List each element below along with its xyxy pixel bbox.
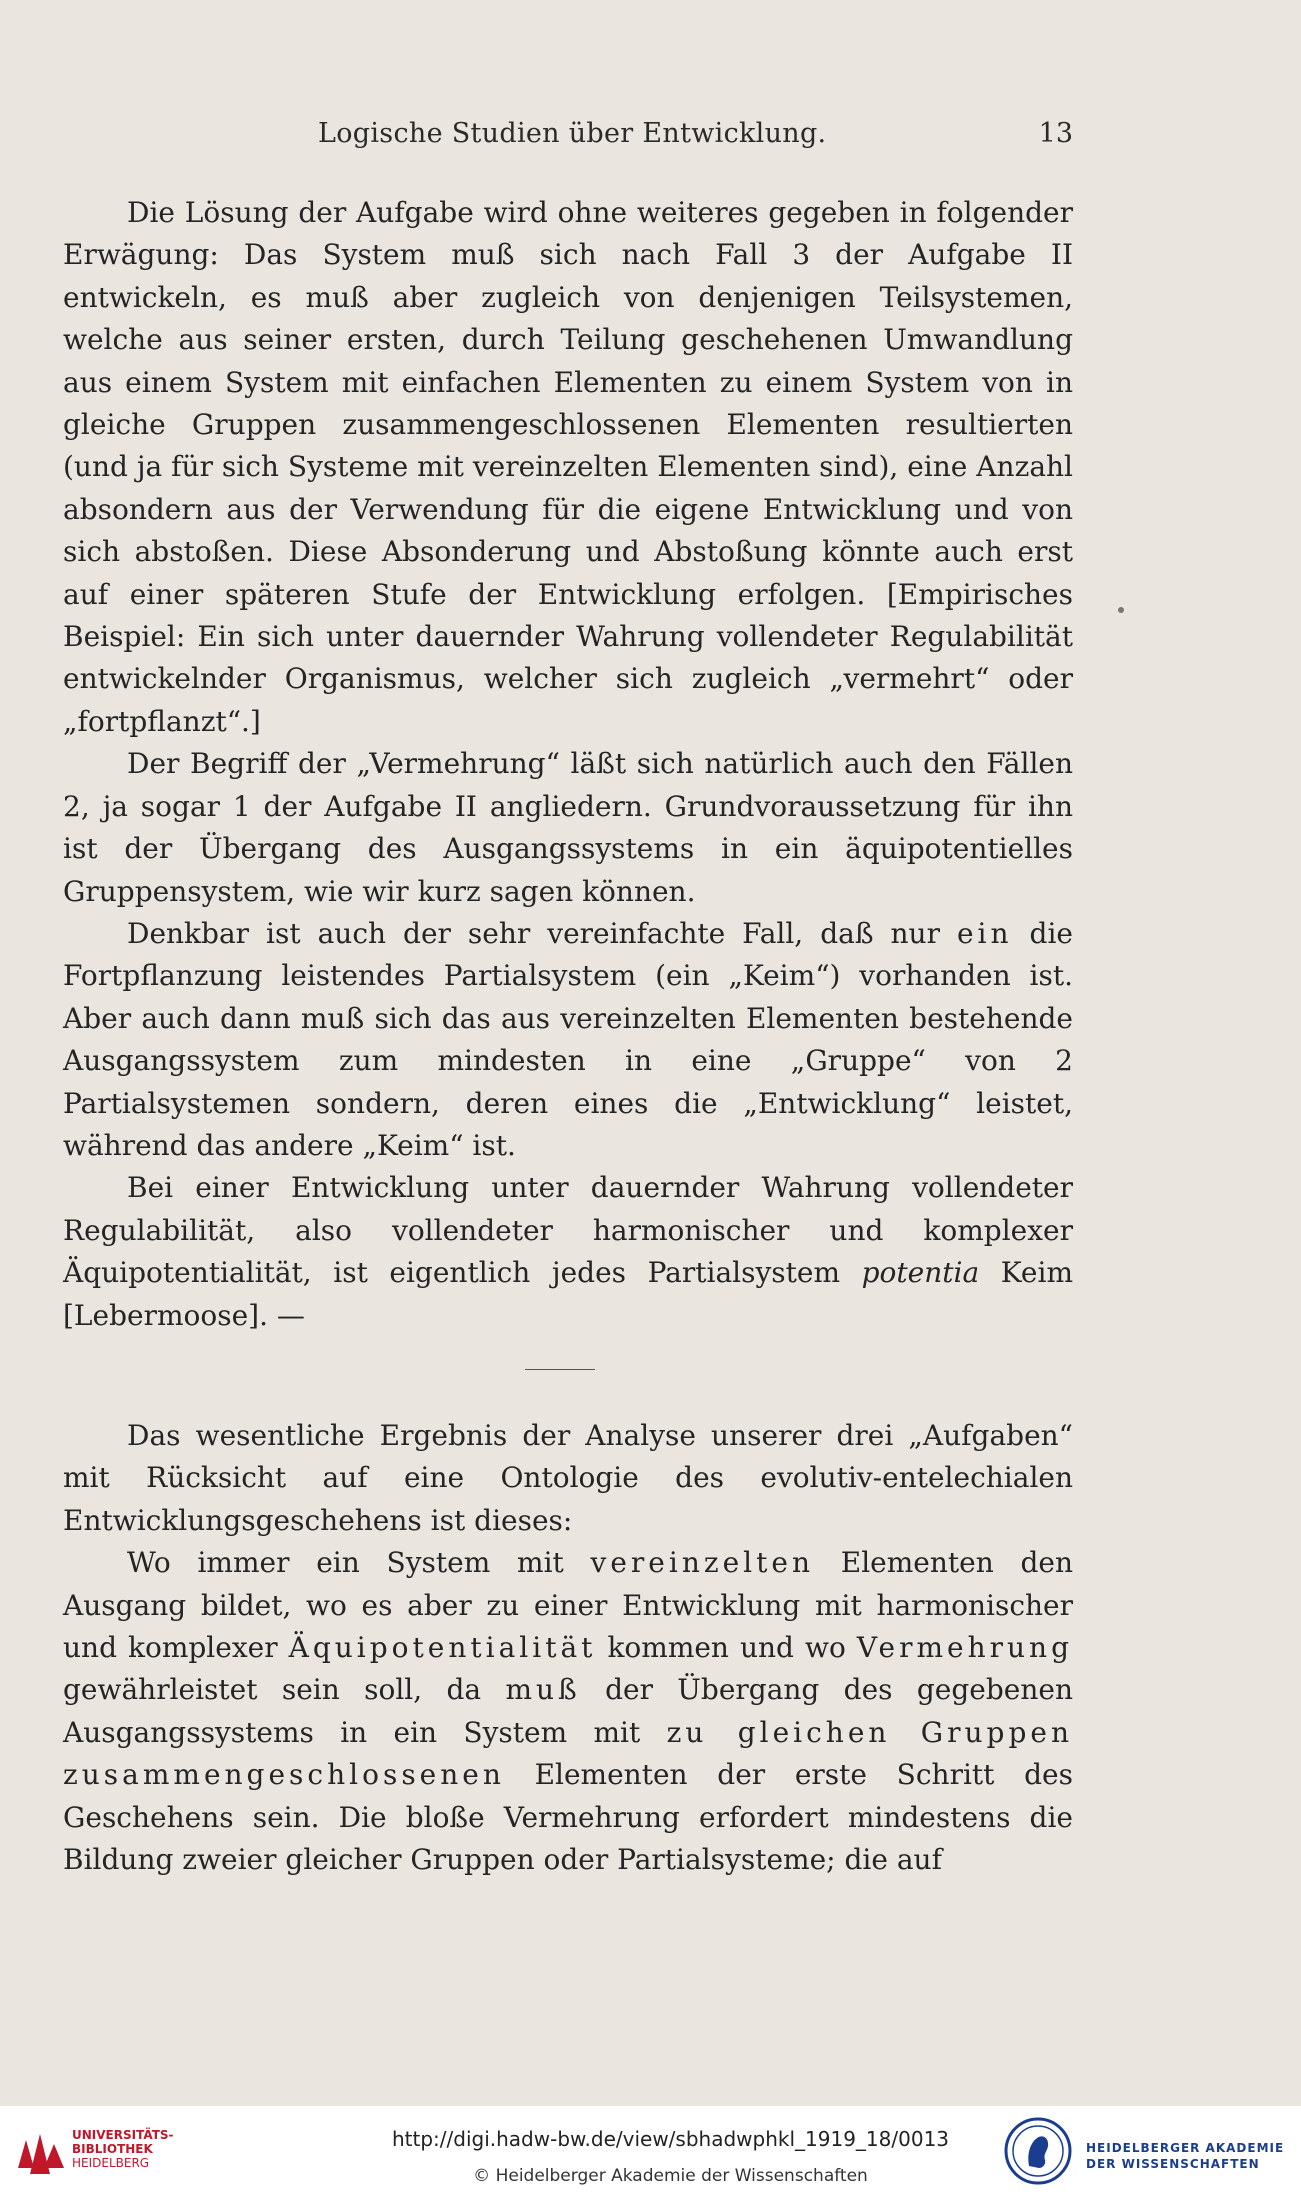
section-divider	[525, 1369, 595, 1370]
paragraph-3-text-b: die Fortpflanzung leistendes Partialsystem (ein „Keim“) vorhanden ist. Aber auch dann muß sich das aus vereinzelten Elementen bestehende Ausgangssystem zum mindesten in eine „Gruppe“ von 2 Partialsystemen sondern, deren eines die „Entwicklung“ leistet, während das andere „Keim“ ist.	[63, 916, 1073, 1162]
paragraph-6	[63, 1542, 1073, 1881]
paragraph-6-text-b: Elementen den Ausgang bildet, wo es aber zu einer Entwicklung mit harmonischer und komplexer	[63, 1546, 1073, 1664]
paragraph-6-text-a: Wo immer ein System mit	[127, 1546, 564, 1580]
italic-potentia: potentia	[861, 1256, 980, 1290]
paragraph-1: Die Lösung der Aufgabe wird ohne weiteres gegeben in folgender Erwägung: Das System muß sich nach Fall 3 der Aufgabe II entwickeln, es muß aber zugleich von denjenigen Teilsystemen, welche aus seiner ersten, durch Teilung geschehenen Umwandlung aus einem System mit einfachen Elementen zu einem System von in gleiche Gruppen zusammengeschlossenen Elementen resultierten (und ja für sich Systeme mit vereinzelten Elementen sind), eine Anzahl absondern aus der Verwendung für die eigene Entwicklung und von sich abstoßen. Diese Absonderung und Abstoßung könnte auch erst auf einer späteren Stufe der Entwicklung erfolgen. [Empirisches Beispiel: Ein sich unter dauernder Wahrung vollendeter Regulabilität entwickelnder Organismus, welcher sich zugleich „vermehrt“ oder „fortpflanzt“.]	[63, 196, 1073, 738]
paragraph-6-text-d: gewährleistet sein soll, da	[63, 1673, 482, 1707]
paragraph-6-text-c: kommen und wo	[607, 1631, 846, 1664]
paragraph-4	[63, 1167, 1073, 1337]
running-title: Logische Studien über Entwicklung.	[318, 118, 827, 149]
academy-wordmark	[1086, 2140, 1284, 2172]
ub-line-1: UNIVERSITÄTS-	[72, 2128, 174, 2142]
paragraph-3	[63, 913, 1073, 1167]
hd-line-2: DER WISSENSCHAFTEN	[1086, 2157, 1260, 2171]
spaced-muss: muß	[505, 1673, 581, 1707]
spaced-gleichen-gruppen: zu gleichen Gruppen zusammengeschlossenen	[63, 1715, 1074, 1792]
ub-line-2: BIBLIOTHEK	[72, 2142, 153, 2156]
academy-seal-icon	[1003, 2116, 1073, 2186]
digital-copy-url[interactable]: http://digi.hadw-bw.de/view/sbhadwphkl_1919_18/0013	[391, 2127, 950, 2151]
spaced-vermehrung: Vermehrung	[856, 1631, 1073, 1664]
ub-line-3: HEIDELBERG	[72, 2156, 150, 2170]
paragraph-2: Der Begriff der „Vermehrung“ läßt sich natürlich auch den Fällen 2, ja sogar 1 der Aufgabe II angliedern. Grundvoraussetzung für ihn ist der Übergang des Ausgangssystems in ein äquipotentielles Gruppensystem, wie wir kurz sagen können.	[63, 747, 1073, 908]
hd-line-1: HEIDELBERGER AKADEMIE	[1086, 2141, 1285, 2155]
paragraph-6-text-e: der Übergang des gegebenen Ausgangssystems in ein System mit	[63, 1673, 1073, 1749]
page-number: 13	[1038, 118, 1073, 149]
spaced-ein: ein	[956, 916, 1013, 950]
spaced-aequipotentialitaet: Äquipotentialität	[288, 1631, 597, 1664]
paragraph-3-text-a: Denkbar ist auch der sehr vereinfachte Fall, daß nur	[127, 916, 940, 950]
paragraph-4-text-b: Keim [Lebermoose]. —	[63, 1256, 1073, 1332]
copyright-notice: © Heidelberger Akademie der Wissenschaften	[473, 2166, 868, 2186]
body-text	[63, 192, 1073, 1881]
running-head	[0, 118, 1301, 158]
paragraph-4-text-a: Bei einer Entwicklung unter dauernder Wahrung vollendeter Regulabilität, also vollendeter harmonischer und komplexer Äquipotentialität, ist eigentlich jedes Partialsystem	[63, 1171, 1073, 1290]
spaced-vereinzelten: vereinzelten	[590, 1546, 814, 1580]
paragraph-5: Das wesentliche Ergebnis der Analyse unserer drei „Aufgaben“ mit Rücksicht auf eine Ontologie des evolutiv-entelechialen Entwicklungsgeschehens ist dieses:	[63, 1418, 1073, 1537]
page-speck	[1118, 607, 1124, 613]
paragraph-6-text-f: Elementen der erste Schritt des Geschehens sein. Die bloße Vermehrung erfordert mindestens die Bildung zweier gleicher Gruppen oder Partialsysteme; die auf	[63, 1758, 1073, 1877]
